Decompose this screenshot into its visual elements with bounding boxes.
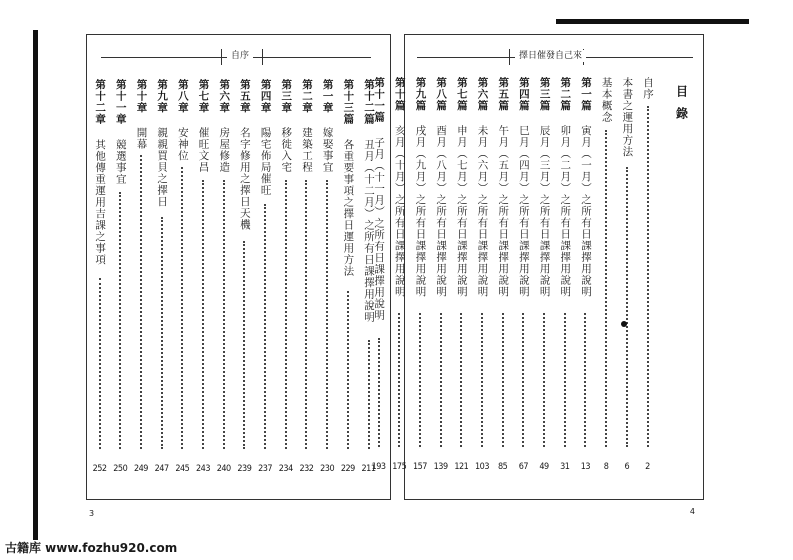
toc-entry bbox=[193, 79, 213, 475]
toc-entry-number: 第四章 bbox=[259, 79, 272, 114]
toc-entry bbox=[276, 79, 296, 475]
toc-entry bbox=[513, 77, 533, 473]
running-header: 自序 bbox=[227, 50, 253, 62]
left-page bbox=[86, 34, 391, 518]
toc-title-text: 目錄 bbox=[674, 85, 689, 129]
toc-entry bbox=[575, 77, 595, 473]
toc-entry-number: 第九篇 bbox=[414, 77, 427, 112]
running-header: 擇日催發自己來 bbox=[515, 50, 586, 62]
leader-dots bbox=[440, 313, 442, 447]
toc-column-list bbox=[88, 79, 378, 475]
leader-dots bbox=[264, 204, 266, 449]
leader-dots bbox=[419, 313, 421, 447]
leader-dots bbox=[564, 313, 566, 447]
toc-entry bbox=[317, 79, 337, 475]
toc-entry-title: 競選事宜 bbox=[114, 139, 127, 185]
toc-entry-page: 247 bbox=[154, 464, 169, 474]
toc-entry-page: 243 bbox=[196, 464, 210, 474]
toc-entry bbox=[338, 79, 358, 475]
leader-dots bbox=[605, 130, 607, 447]
toc-entry-title: 亥月（十月）之所有日課擇用說明 bbox=[393, 124, 406, 297]
toc-entry-number: 第五篇 bbox=[497, 77, 510, 112]
toc-entry-page: 234 bbox=[278, 464, 293, 474]
toc-entry-page: 13 bbox=[580, 462, 591, 472]
top-edge-bar bbox=[556, 19, 749, 24]
header-tick-left bbox=[509, 49, 510, 65]
toc-entry-title: 陽宅佈局催旺 bbox=[259, 126, 272, 196]
toc-entry-title: 申月（七月）之所有日課擇用說明 bbox=[455, 124, 468, 297]
toc-entry-title: 移徙入宅 bbox=[280, 126, 293, 173]
leader-dots bbox=[305, 180, 307, 449]
header-tick-right bbox=[262, 49, 263, 65]
toc-entry bbox=[596, 77, 616, 473]
toc-entry-page: 232 bbox=[299, 464, 314, 474]
toc-entry-page: 67 bbox=[518, 462, 529, 472]
toc-entry-title: 親親買貝之擇日 bbox=[156, 126, 169, 207]
toc-entry bbox=[472, 77, 492, 473]
leader-dots bbox=[161, 217, 163, 449]
toc-entry-number: 第一篇 bbox=[579, 77, 592, 112]
book-spine-bar bbox=[33, 30, 38, 540]
toc-entry-number: 第十二章 bbox=[94, 79, 107, 125]
toc-entry-title: 開幕 bbox=[135, 126, 148, 150]
toc-entry-number: 第五章 bbox=[238, 79, 251, 114]
toc-title bbox=[671, 77, 691, 473]
toc-entry-number: 第八篇 bbox=[435, 77, 448, 112]
toc-entry-number: 第一章 bbox=[321, 79, 334, 114]
toc-entry-title: 丑月（十二月）之所有日課擇用說明 bbox=[363, 139, 375, 323]
toc-entry-title: 各重要事項之擇日運用方法 bbox=[342, 139, 355, 277]
toc-entry-title: 未月（六月）之所有日課擇用說明 bbox=[476, 124, 489, 297]
toc-entry-number: 第九章 bbox=[156, 79, 169, 114]
leader-dots bbox=[202, 180, 204, 449]
leader-dots bbox=[378, 338, 380, 447]
leader-dots bbox=[502, 313, 504, 447]
leader-dots bbox=[140, 155, 142, 449]
toc-entry bbox=[410, 77, 430, 473]
toc-entry-number: 第四篇 bbox=[517, 77, 530, 112]
toc-entry-title: 房屋修造 bbox=[218, 126, 231, 173]
toc-entry-title: 安神位 bbox=[176, 126, 189, 161]
toc-entry-number: 第八章 bbox=[176, 79, 189, 114]
toc-entry-number: 第十二篇 bbox=[363, 79, 375, 125]
toc-entry bbox=[431, 77, 451, 473]
leader-dots bbox=[223, 180, 225, 449]
toc-entry-number: 第二章 bbox=[300, 79, 313, 114]
leader-dots bbox=[647, 106, 649, 447]
toc-entry bbox=[172, 79, 192, 475]
toc-entry-title: 戌月（九月）之所有日課擇用說明 bbox=[414, 124, 427, 297]
leader-dots bbox=[243, 241, 245, 449]
toc-entry-title: 建築工程 bbox=[300, 126, 313, 173]
toc-entry-number: 第十一篇 bbox=[373, 77, 386, 123]
watermark-text: 古籍库 www.fozhu920.com bbox=[5, 541, 178, 555]
toc-entry-page: 121 bbox=[454, 462, 469, 472]
toc-entry-number: 第十三篇 bbox=[342, 79, 355, 125]
toc-entry-number: 第二篇 bbox=[559, 77, 572, 112]
toc-entry bbox=[131, 79, 151, 475]
toc-entry-page: 8 bbox=[603, 462, 609, 472]
toc-entry-page: 193 bbox=[371, 462, 386, 472]
leader-dots bbox=[99, 278, 101, 449]
toc-entry bbox=[555, 77, 575, 473]
toc-entry-title: 子月（十一月）之所有日課擇用說明 bbox=[373, 137, 386, 321]
toc-entry-page: 237 bbox=[258, 464, 273, 474]
toc-entry bbox=[110, 79, 130, 475]
toc-entry-page: 239 bbox=[237, 464, 252, 474]
leader-dots bbox=[181, 167, 183, 449]
toc-entry-title: 巳月（四月）之所有日課擇用說明 bbox=[517, 124, 530, 297]
toc-entry-page: 139 bbox=[433, 462, 448, 472]
leader-dots bbox=[543, 313, 545, 447]
leader-dots bbox=[347, 291, 349, 449]
leader-dots bbox=[326, 180, 328, 449]
leader-dots bbox=[584, 313, 586, 447]
toc-entry-page: 6 bbox=[624, 462, 630, 472]
toc-entry-page: 85 bbox=[498, 462, 508, 472]
toc-entry bbox=[214, 79, 234, 475]
toc-entry-page: 2 bbox=[645, 462, 650, 472]
toc-entry bbox=[638, 77, 658, 473]
toc-entry-page: 175 bbox=[392, 462, 407, 472]
toc-entry-title: 自序 bbox=[642, 77, 654, 100]
header-tick-left bbox=[221, 49, 222, 65]
toc-entry-title: 名字修用之擇日天機 bbox=[238, 126, 251, 230]
leader-dots bbox=[119, 192, 121, 449]
toc-entry-title: 午月（五月）之所有日課擇用說明 bbox=[497, 124, 510, 297]
leader-dots bbox=[285, 180, 287, 449]
bullet-mark bbox=[621, 321, 627, 327]
toc-entry-page: 240 bbox=[216, 464, 231, 474]
toc-entry bbox=[90, 79, 110, 475]
toc-entry bbox=[493, 77, 513, 473]
toc-entry bbox=[296, 79, 316, 475]
toc-entry-number: 第三章 bbox=[280, 79, 293, 114]
toc-entry-title: 辰月（三月）之所有日課擇用說明 bbox=[538, 124, 551, 297]
leader-dots bbox=[398, 313, 400, 447]
toc-entry-number: 第十篇 bbox=[393, 77, 406, 112]
toc-entry bbox=[369, 77, 389, 473]
toc-entry-number: 第六章 bbox=[218, 79, 231, 114]
leader-dots bbox=[626, 167, 628, 447]
toc-entry bbox=[389, 77, 409, 473]
toc-entry-title: 寅月（一月）之所有日課擇用說明 bbox=[579, 124, 592, 297]
toc-entry bbox=[234, 79, 254, 475]
toc-entry-title: 酉月（八月）之所有日課擇用說明 bbox=[435, 124, 448, 297]
toc-entry-number: 第十章 bbox=[135, 79, 148, 114]
leader-dots bbox=[522, 313, 524, 447]
toc-entry-title: 本書之運用方法 bbox=[621, 77, 634, 158]
toc-entry bbox=[255, 79, 275, 475]
toc-entry-page: 157 bbox=[412, 462, 427, 472]
toc-entry-number: 第七篇 bbox=[455, 77, 468, 112]
toc-entry-page: 245 bbox=[175, 464, 190, 474]
toc-entry-number: 第七章 bbox=[197, 79, 210, 114]
page-number: 3 bbox=[89, 509, 95, 518]
toc-entry-page: 230 bbox=[320, 464, 335, 474]
toc-entry-number: 第六篇 bbox=[476, 77, 489, 112]
toc-entry-page: 250 bbox=[113, 464, 128, 474]
right-page bbox=[371, 34, 704, 516]
toc-entry-title: 基本概念 bbox=[600, 77, 613, 123]
toc-entry-page: 211 bbox=[361, 464, 376, 474]
toc-entry-page: 31 bbox=[560, 462, 570, 472]
toc-entry bbox=[451, 77, 471, 473]
toc-entry-page: 49 bbox=[539, 462, 549, 472]
toc-entry-page: 252 bbox=[92, 464, 107, 474]
toc-entry-number: 第三篇 bbox=[538, 77, 551, 112]
leader-dots bbox=[460, 313, 462, 447]
toc-entry bbox=[534, 77, 554, 473]
toc-entry-page: 249 bbox=[133, 464, 148, 474]
toc-entry bbox=[617, 77, 637, 473]
toc-entry-number: 第十一章 bbox=[114, 79, 127, 125]
leader-dots bbox=[481, 313, 483, 447]
toc-entry-title: 卯月（二月）之所有日課擇用說明 bbox=[559, 124, 572, 297]
toc-entry-title: 催旺文昌 bbox=[197, 126, 210, 173]
toc-entry bbox=[152, 79, 172, 475]
toc-entry-page: 103 bbox=[475, 462, 489, 472]
page-number: 4 bbox=[689, 507, 695, 516]
toc-entry-title: 其他傳重運用吉課之事項 bbox=[94, 139, 107, 266]
toc-entry-title: 嫁娶事宜 bbox=[321, 126, 334, 173]
toc-column-list bbox=[367, 77, 691, 473]
toc-entry-page: 229 bbox=[340, 464, 355, 474]
